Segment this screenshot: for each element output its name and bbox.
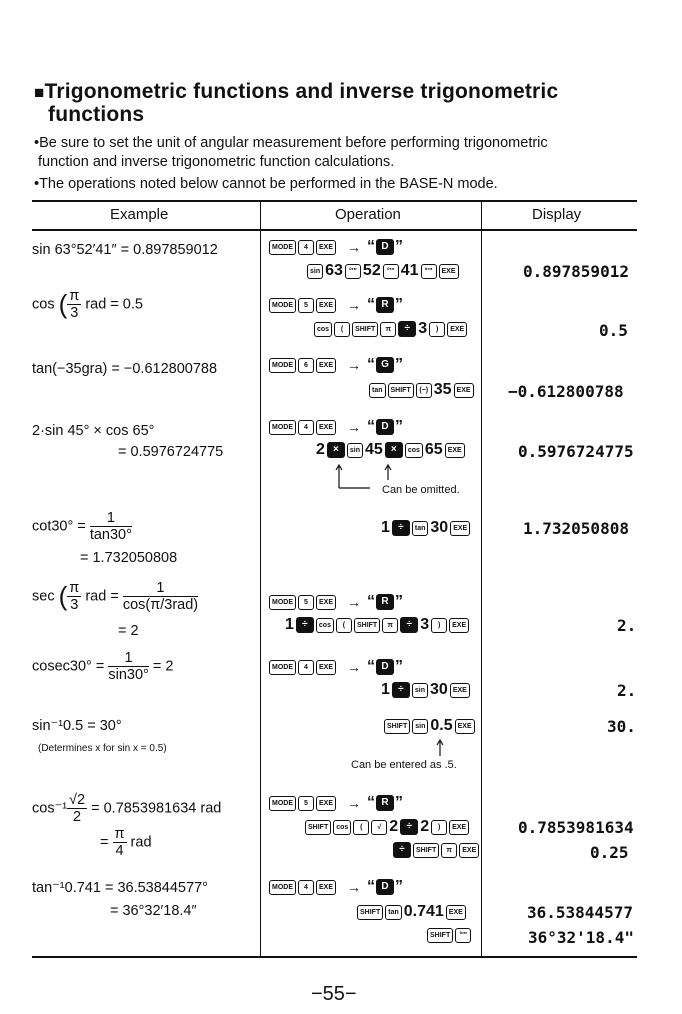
example-row-10-line-1: tan⁻¹0.741 = 36.53844577° [32,880,208,896]
function-label: cosec30° = [32,658,105,675]
arrow-icon: → [347,419,362,435]
numerator: π [114,826,125,842]
digit-key: 4 [298,240,314,255]
denominator: tan30° [89,527,132,543]
operation-row-6-mode: MODE 5 EXE → “ R ” [268,593,403,611]
divide-key: ÷ [393,842,411,858]
example-row-6: sec ( $\frac{\pi}{3}$ rad = $\frac{1}{\text{cos(π/3rad)}}$ [32,580,199,613]
mode-indicator: D [376,419,394,435]
display-row-8: 30. [607,717,636,736]
mode-indicator: R [376,297,394,313]
header-example: Example [110,206,169,223]
mode-key: MODE [269,880,296,895]
sin-key: sin [412,719,428,734]
display-row-9: 0.7853981634 [518,818,634,837]
divide-key: ÷ [392,682,410,698]
operation-row-2-keys: cos ( SHIFT π ÷ 3 ) EXE [313,320,468,338]
divide-key: ÷ [398,321,416,337]
tan-key: tan [385,905,402,920]
rparen-key: ) [429,322,445,337]
digit-key: 5 [298,298,314,313]
operation-row-3-keys: tan SHIFT (−) 35 EXE [368,381,475,399]
shift-key: SHIFT [354,618,380,633]
function-label: sec [32,588,55,605]
digit-key: 5 [298,796,314,811]
entered-note: Can be entered as .5. [351,759,457,771]
example-text: = 2 [152,658,174,675]
omit-note: Can be omitted. [382,484,460,496]
lparen-key: ( [334,322,350,337]
operand: 41 [400,262,419,279]
function-label: cos [32,296,55,313]
mode-key: MODE [269,595,296,610]
note-2: function and inverse trigonometric function calculations. [38,154,395,170]
operation-row-7-keys: 1 ÷ sin 30 EXE [380,681,471,699]
example-row-3: tan(−35gra) = −0.612800788 [32,361,218,377]
operation-row-4-mode: MODE 4 EXE → “ D ” [268,418,403,436]
exe-key: EXE [316,358,336,373]
title-line-2: functions [48,103,145,126]
degree-key: °'" [421,264,437,279]
arrow-icon: → [347,594,362,610]
cos-key: cos [405,443,423,458]
mode-key: MODE [269,240,296,255]
pi-key: π [382,618,398,633]
divide-key: ÷ [296,617,314,633]
operation-row-10-keys-2 [426,928,472,943]
example-row-8: sin⁻¹0.5 = 30° [32,718,122,734]
example-text: = 0.7853981634 rad [91,800,222,817]
example-row-4-line-2: = 0.5976724775 [118,444,224,460]
mode-key: MODE [269,660,296,675]
example-row-10-line-2: = 36°32′18.4″ [110,903,197,919]
operation-row-4-keys: 2 × sin 45 × cos 65 EXE [315,441,466,459]
shift-key: SHIFT [305,820,331,835]
divide-key: ÷ [400,617,418,633]
shift-key: SHIFT [384,719,410,734]
display-row-10-b: 36°32'18.4" [528,928,634,947]
lparen-key: ( [336,618,352,633]
arrow-icon: → [347,239,362,255]
exe-key: EXE [316,240,336,255]
column-divider-2 [481,200,482,956]
display-row-6: 2. [617,616,637,635]
rparen-key: ) [431,618,447,633]
column-divider-1 [260,200,261,956]
mode-indicator: R [376,594,394,610]
mode-indicator: D [376,239,394,255]
exe-key: EXE [445,443,465,458]
example-text: rad = [85,588,119,605]
rparen-key: ) [431,820,447,835]
exe-key: EXE [450,683,470,698]
function-label: cos⁻¹ [32,800,68,817]
note-1: •Be sure to set the unit of angular measurement before performing trigonometric [34,135,548,151]
example-row-4-line-1: 2·sin 45° × cos 65° [32,423,155,439]
numerator: √2 [69,792,86,808]
denominator: 2 [73,809,82,825]
arrow-icon: → [347,659,362,675]
display-row-9-b: 0.25 [590,843,629,862]
exe-key: EXE [316,298,336,313]
display-row-1: 0.897859012 [523,262,629,281]
arrow-icon: → [347,297,362,313]
example-row-6-result: = 2 [118,623,139,639]
denominator: 3 [70,597,79,613]
mode-indicator: R [376,795,394,811]
table-header-rule [32,229,637,231]
table-top-rule [32,200,637,202]
example-row-8-note: (Determines x for sin x = 0.5) [38,743,167,754]
arrow-icon: → [347,357,362,373]
operation-row-9-keys-2 [392,842,480,858]
exe-key: EXE [447,322,467,337]
mode-key: MODE [269,796,296,811]
multiply-key: × [327,442,345,458]
example-row-5-result: = 1.732050808 [80,550,178,566]
digit-key: 4 [298,880,314,895]
degree-key: °'" [345,264,361,279]
shift-key: SHIFT [427,928,453,943]
function-label: cot30° = [32,518,86,535]
display-row-3: −0.612800788 [508,382,624,401]
display-row-7: 2. [617,681,637,700]
operation-row-8-keys: SHIFT sin 0.5 EXE [383,717,476,735]
cos-key: cos [316,618,334,633]
operation-row-5-keys: 1 ÷ tan 30 EXE [380,519,471,537]
arrow-icon: → [347,795,362,811]
operation-row-7-mode: MODE 4 EXE → “ D ” [268,658,403,676]
sin-key: sin [347,443,363,458]
operation-row-10-keys: SHIFT tan 0.741 EXE [356,903,467,921]
sin-key: sin [412,683,428,698]
mode-indicator: D [376,879,394,895]
mode-indicator: G [376,357,394,373]
denominator: 3 [70,305,79,321]
example-text: rad [130,834,152,851]
exe-key: EXE [450,521,470,536]
shift-key: SHIFT [352,322,378,337]
display-row-4: 0.5976724775 [518,442,634,461]
denominator: cos(π/3rad) [122,597,199,613]
exe-key: EXE [439,264,459,279]
example-text: rad = 0.5 [85,296,143,313]
header-operation: Operation [335,206,401,223]
example-row-5 [32,510,132,543]
multiply-key: × [385,442,403,458]
numerator: π [69,288,80,304]
mode-key: MODE [269,358,296,373]
denominator: 4 [115,843,124,859]
operation-row-9-keys: SHIFT cos ( √ 2 ÷ 2 ) EXE [304,818,470,836]
lparen-key: ( [353,820,369,835]
table-bottom-rule [32,956,637,958]
exe-key: EXE [449,820,469,835]
display-row-5: 1.732050808 [523,519,629,538]
operation-row-9-mode: MODE 5 EXE → “ R ” [268,794,403,812]
operation-row-2-mode: MODE 5 EXE → “ R ” [268,296,403,314]
divide-key: ÷ [400,819,418,835]
entered-pointer [434,738,446,758]
numerator: π [69,580,80,596]
sin-key: sin [307,264,323,279]
operand: 63 [325,262,343,279]
mode-indicator: D [376,659,394,675]
example-row-2: cos ( $\frac{\pi}{3}$ rad = 0.5 [32,288,143,321]
digit-key: 6 [298,358,314,373]
title-bullet: ■ [34,83,45,102]
example-row-9-line-2: = $\frac{\pi}{4}$ rad [100,826,152,859]
numerator: 1 [123,580,198,597]
pi-key: π [380,322,396,337]
header-display: Display [532,206,582,223]
negative-key: (−) [416,383,432,398]
operation-row-10-mode: MODE 4 EXE → “ D ” [268,878,403,896]
degree-key: °'" [383,264,399,279]
exe-key: EXE [316,595,336,610]
cos-key: cos [333,820,351,835]
exe-key: EXE [449,618,469,633]
denominator: sin30° [108,667,149,683]
page-number: −55− [311,983,357,1005]
operand: 52 [362,262,381,279]
example-row-9 [32,792,221,825]
mode-key: MODE [269,420,296,435]
cos-key: cos [314,322,332,337]
numerator: 1 [90,510,132,527]
mode-key: MODE [269,298,296,313]
operation-row-1-mode: MODE 4 EXE → “ D ” [268,238,403,256]
example-row-1: sin 63°52′41″ = 0.897859012 [32,242,218,258]
operation-row-6-keys: 1 ÷ cos ( SHIFT π ÷ 3 ) EXE [284,616,470,634]
numerator: 1 [108,650,148,667]
display-row-10: 36.53844577 [527,903,633,922]
note-3: •The operations noted below cannot be performed in the BASE-N mode. [34,176,498,192]
exe-key: EXE [316,796,336,811]
exe-key: EXE [455,719,475,734]
digit-key: 4 [298,420,314,435]
operation-row-3-mode: MODE 6 EXE → “ G ” [268,356,403,374]
operation-row-1-keys [306,262,460,280]
exe-key: EXE [459,843,479,858]
exe-key: EXE [446,905,466,920]
section-title [34,80,558,105]
shift-key: SHIFT [388,383,414,398]
degree-key: °'" [455,928,471,943]
exe-key: EXE [316,880,336,895]
exe-key: EXE [316,420,336,435]
digit-key: 4 [298,660,314,675]
exe-key: EXE [454,383,474,398]
example-row-7 [32,650,173,683]
tan-key: tan [369,383,386,398]
exe-key: EXE [316,660,336,675]
divide-key: ÷ [392,520,410,536]
title-line-1: Trigonometric functions and inverse trigonometric [44,80,559,103]
tan-key: tan [412,521,429,536]
display-row-2: 0.5 [599,321,628,340]
sqrt-key: √ [371,820,387,835]
shift-key: SHIFT [357,905,383,920]
digit-key: 5 [298,595,314,610]
arrow-icon: → [347,879,362,895]
pi-key: π [441,843,457,858]
shift-key: SHIFT [413,843,439,858]
